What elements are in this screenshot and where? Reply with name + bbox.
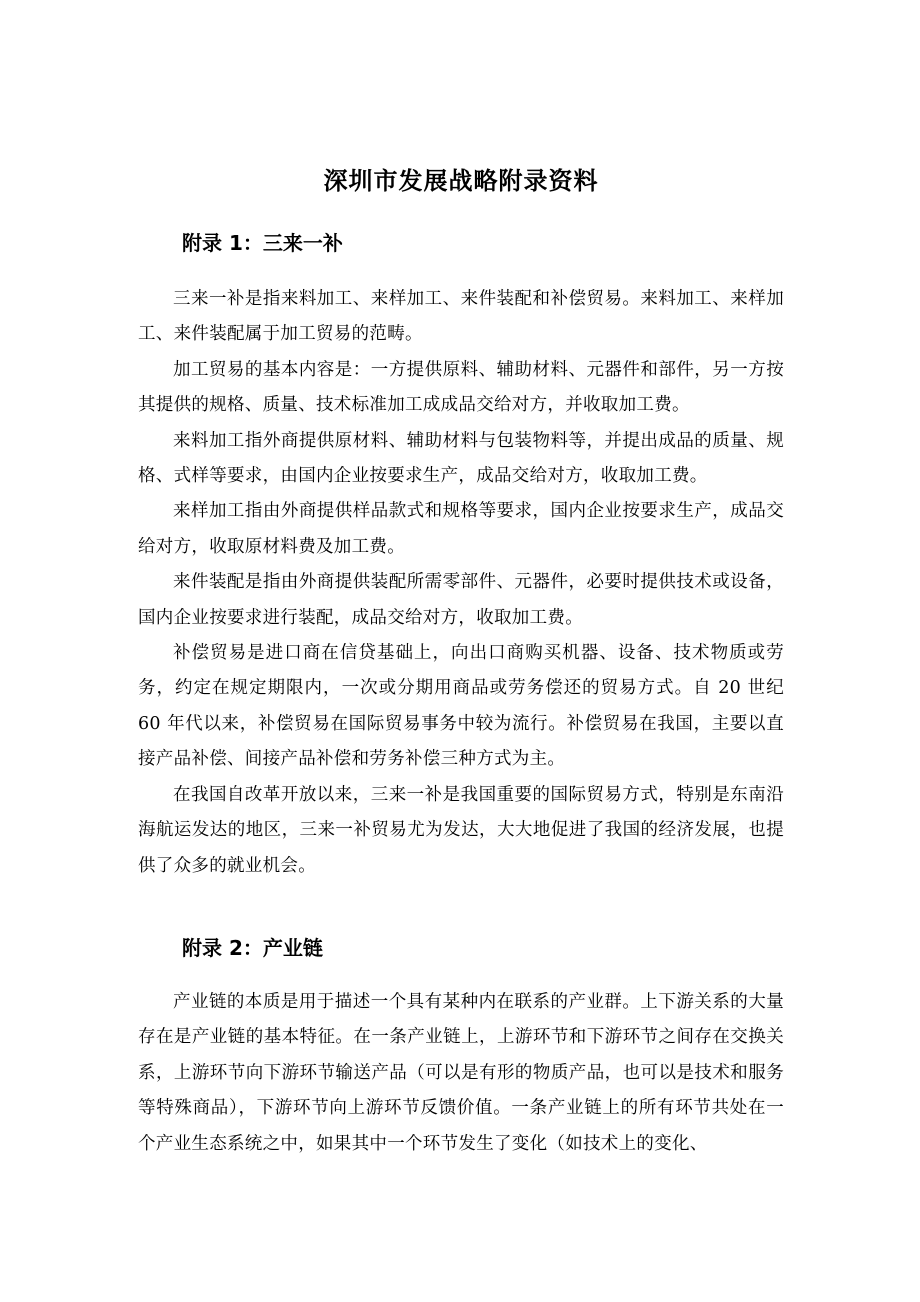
paragraph: 来件装配是指由外商提供装配所需零部件、元器件，必要时提供技术或设备，国内企业按要求进行装配，成品交给对方，收取加工费。 (138, 572, 784, 628)
paragraph: 三来一补是指来料加工、来样加工、来件装配和补偿贸易。来料加工、来样加工、来件装配属于加工贸易的范畴。 (138, 289, 784, 345)
paragraph: 补偿贸易是进口商在信贷基础上，向出口商购买机器、设备、技术物质或劳务，约定在规定期限内，一次或分期用商品或劳务偿还的贸易方式。自 20 世纪 60 年代以来，补偿贸易在国际贸易事务中较为流行。补偿贸易在我国，主要以直接产品补偿、间接产品补偿和劳务补偿三种方式为主。 (138, 643, 784, 770)
appendix-2-body (138, 985, 784, 1162)
appendix-1-body (138, 282, 784, 884)
appendix-2-heading: 附录 2：产业链 (182, 936, 323, 960)
paragraph: 来样加工指由外商提供样品款式和规格等要求，国内企业按要求生产，成品交给对方，收取原材料费及加工费。 (138, 501, 784, 557)
paragraph: 来料加工指外商提供原材料、辅助材料与包装物料等，并提出成品的质量、规格、式样等要求，由国内企业按要求生产，成品交给对方，收取加工费。 (138, 430, 784, 487)
paragraph: 加工贸易的基本内容是：一方提供原料、辅助材料、元器件和部件，另一方按其提供的规格、质量、技术标准加工成成品交给对方，并收取加工费。 (138, 359, 784, 416)
appendix-1-heading: 附录 1：三来一补 (182, 231, 343, 255)
paragraph: 在我国自改革开放以来，三来一补是我国重要的国际贸易方式，特别是东南沿海航运发达的地区，三来一补贸易尤为发达，大大地促进了我国的经济发展，也提供了众多的就业机会。 (138, 784, 784, 876)
document-title: 深圳市发展战略附录资料 (323, 166, 599, 195)
paragraph: 产业链的本质是用于描述一个具有某种内在联系的产业群。上下游关系的大量存在是产业链的基本特征。在一条产业链上，上游环节和下游环节之间存在交换关系，上游环节向下游环节输送产品（可以是有形的物质产品，也可以是技术和服务等特殊商品），下游环节向上游环节反馈价值。一条产业链上的所有环节共处在一个产业生态系统之中，如果其中一个环节发生了变化（如技术上的变化、 (138, 992, 784, 1154)
